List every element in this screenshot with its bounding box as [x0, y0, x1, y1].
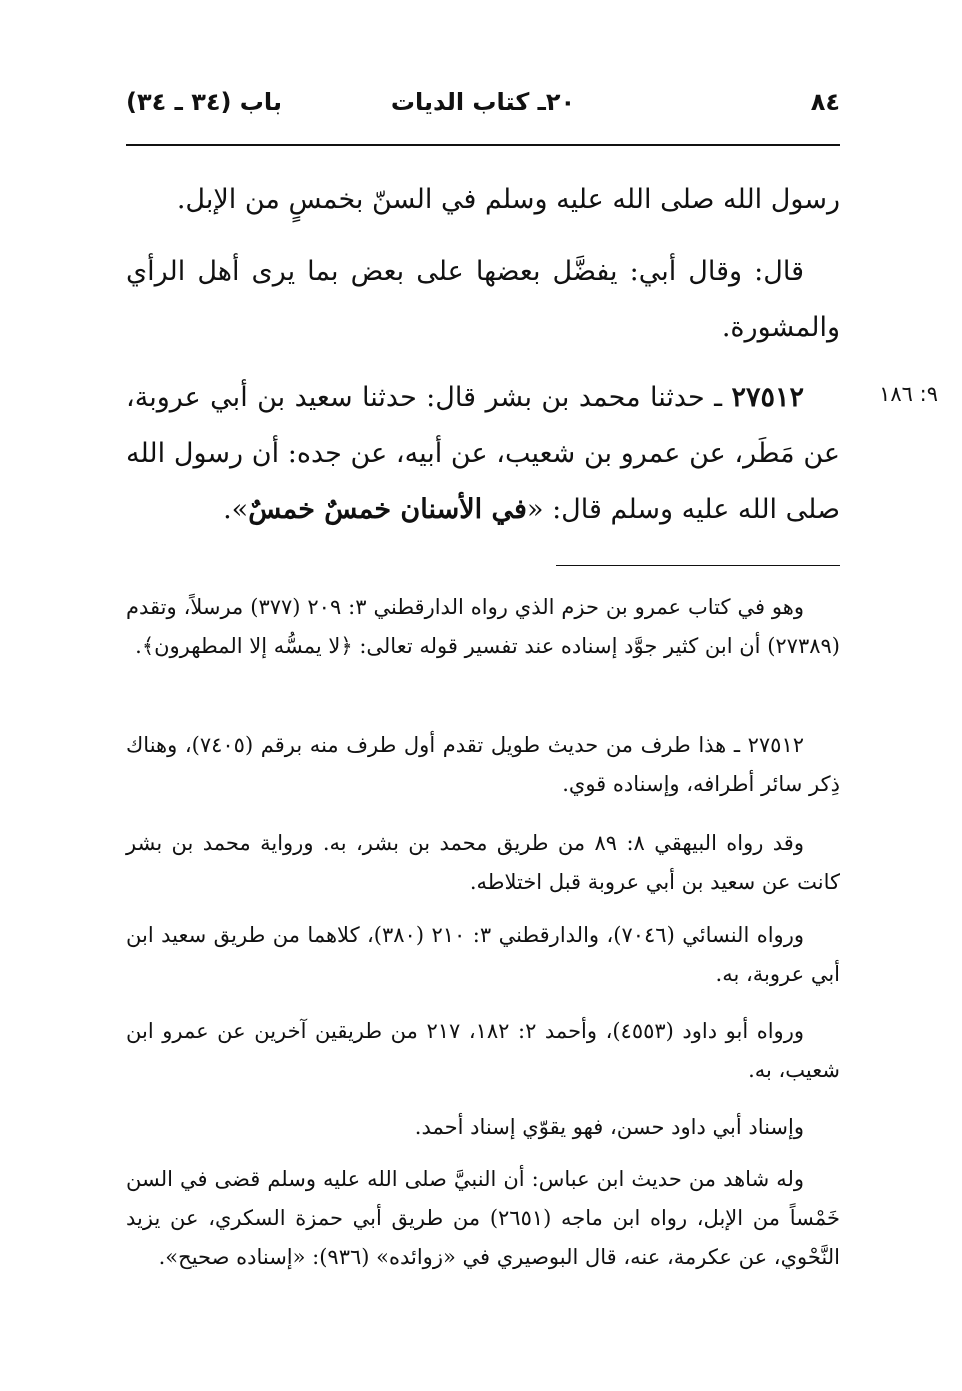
page-header [126, 88, 840, 128]
footnote-5: ورواه أبو داود (٤٥٥٣)، وأحمد ٢: ١٨٢، ٢١٧ من طريقين آخرين عن عمرو ابن شعيب، به. [126, 1019, 840, 1082]
main-paragraph-2: قال: وقال أبي: يفضَّل بعضها على بعض بما يرى أهل الرأي والمشورة. [126, 256, 840, 343]
hadith-number: ٢٧٥١٢ [731, 382, 804, 413]
footnote-2: ٢٧٥١٢ ـ هذا طرف من حديث طويل تقدم أول طرف منه برقم (٧٤٠٥)، وهناك ذِكر سائر أطرافه، وإسناده قوي. [126, 733, 840, 796]
section-reference: باب (٣٤ ـ ٣٤) [126, 88, 282, 116]
footnote-3: وقد رواه البيهقي ٨: ٨٩ من طريق محمد بن بشر، به. ورواية محمد بن بشر كانت عن سعيد بن أبي عروبة قبل اختلاطه. [126, 831, 840, 894]
footnote-4: ورواه النسائي (٧٠٤٦)، والدارقطني ٣: ٢١٠ (٣٨٠)، كلاهما من طريق سعيد ابن أبي عروبة، به. [126, 923, 840, 986]
chapter-title: ٢٠ـ كتاب الديات [390, 88, 576, 116]
main-paragraph-1: رسول الله صلى الله عليه وسلم في السنّ بخمسٍ من الإبل. [176, 184, 840, 215]
footnote-rule [556, 565, 840, 566]
hadith-text: ـ حدثنا محمد بن بشر قال: حدثنا سعيد بن أبي عروبة، عن مَطَر، عن عمرو بن شعيب، عن أبيه، عن جده: أن رسول الله صلى الله عليه وسلم قال: « [126, 382, 840, 525]
header-rule [126, 144, 840, 146]
footnote-6: وإسناد أبي داود حسن، فهو يقوّي إسناد أحمد. [414, 1115, 804, 1139]
page-number: ٨٤ [810, 88, 840, 116]
footnote-7: وله شاهد من حديث ابن عباس: أن النبيَّ صلى الله عليه وسلم قضى في السن خَمْساً من الإبل، رواه ابن ماجه (٢٦٥١) من طريق أبي حمزة السكري، عن يزيد النَّحْوي، عن عكرمة، عنه، قال البوصيري في «زوائده» (٩٣٦): «إسناده صحيح». [126, 1167, 840, 1269]
hadith-paragraph [126, 370, 840, 538]
hadith-bold-quote: في الأسنان خمسٌ خمسٌ [248, 494, 527, 525]
margin-reference: ٩: ١٨٦ [879, 382, 938, 406]
hadith-end: ». [223, 494, 249, 525]
footnote-1: وهو في كتاب عمرو بن حزم الذي رواه الدارقطني ٣: ٢٠٩ (٣٧٧) مرسلاً، وتقدم (٢٧٣٨٩) أن ابن كثير جوَّد إسناده عند تفسير قوله تعالى: ﴿لا يمسُّه إلا المطهرون﴾. [126, 595, 840, 658]
